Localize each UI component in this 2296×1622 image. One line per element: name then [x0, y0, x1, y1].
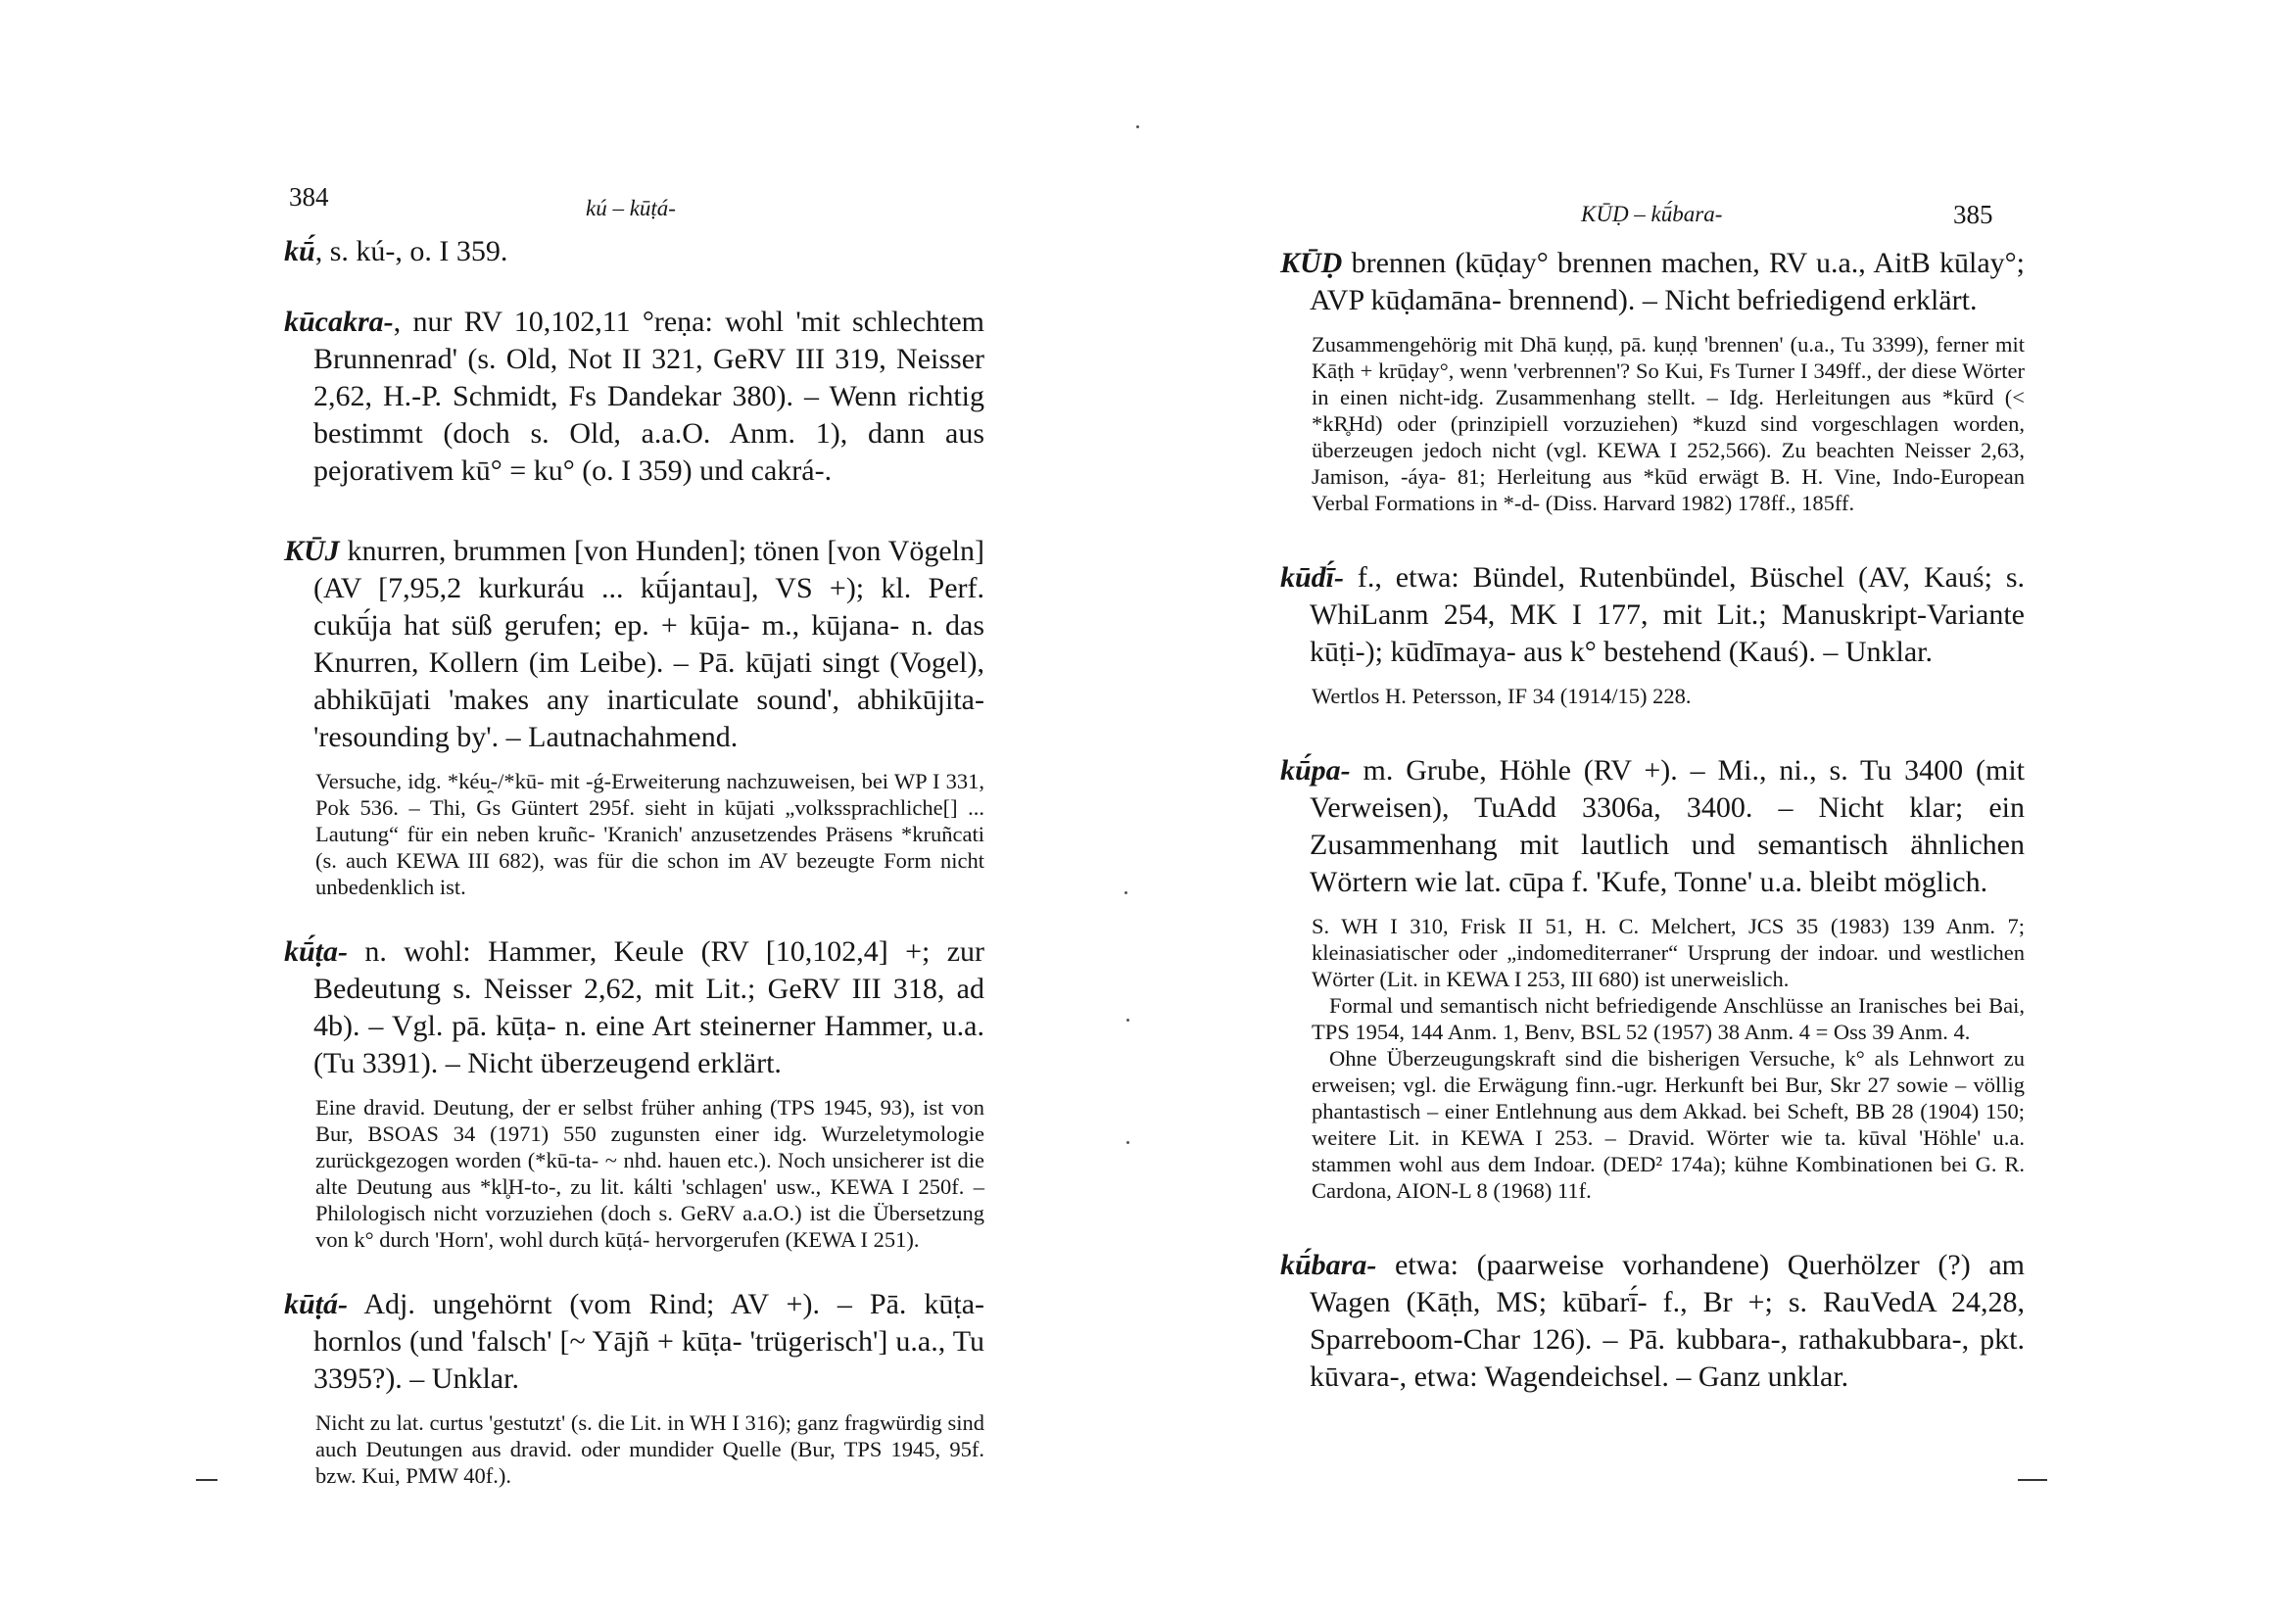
- left-column: [284, 233, 984, 1489]
- margin-mark: [196, 1479, 217, 1481]
- note: [1312, 331, 2025, 516]
- note-paragraph: S. WH I 310, Frisk II 51, H. C. Melchert, JCS 35 (1983) 139 Anm. 7; kleinasiatischer oder „indomediterraner“ Ursprung der indoar. und westlichen Wörter (Lit. in KEWA I 253, III 680) ist unerweislich.: [1312, 914, 2025, 991]
- entry-text: n. wohl: Hammer, Keule (RV [10,102,4] +; zur Bedeutung s. Neisser 2,62, mit Lit.; GeRV III 318, ad 4b). – Vgl. pā. kūṭa- n. eine Art steinerner Hammer, u.a. (Tu 3391). – Nicht überzeugend erklärt.: [313, 935, 984, 1079]
- running-head: KŪḌ – kū́bara-: [1581, 202, 1723, 226]
- entry-kudi: [1280, 559, 2025, 671]
- lemma: kū́ṭa-: [284, 935, 349, 968]
- running-head: kú – kūṭá-: [586, 196, 676, 220]
- note: [1312, 913, 2025, 1204]
- entry-kuta-adj: [284, 1286, 984, 1398]
- margin-mark: [2018, 1479, 2047, 1481]
- note: [315, 1409, 984, 1489]
- gutter-speck: [1126, 1019, 1129, 1022]
- note-paragraph: Formal und semantisch nicht befriedigende Anschlüsse an Iranisches bei Bai, TPS 1954, 144 Anm. 1, Benv, BSL 52 (1957) 38 Anm. 4 = Oss 39 Anm. 4.: [1312, 993, 2025, 1044]
- page-number: 385: [1953, 200, 1993, 229]
- entry-kucakra: [284, 304, 984, 490]
- lemma: kū́bara-: [1280, 1249, 1377, 1281]
- note-paragraph: Eine dravid. Deutung, der er selbst früher anhing (TPS 1945, 93), ist von Bur, BSOAS 34 (1971) 550 zugunsten einer idg. Wurzeletymologie zurückgezogen worden (*kū-ta- ~ nhd. hauen etc.). Noch unsicherer ist die alte Deutung aus *kl̥H-to-, zu lit. kálti 'schlagen' usw., KEWA I 250f. – Philologisch nicht vorzuziehen (doch s. GeRV a.a.O.) ist die Übersetzung von k° durch 'Horn', wohl durch kūṭá- hervorgerufen (KEWA I 251).: [315, 1095, 984, 1252]
- entry-text: Adj. ungehörnt (vom Rind; AV +). – Pā. kūṭa- hornlos (und 'falsch' [~ Yājñ + kūṭa- 'trügerisch'] u.a., Tu 3395?). – Unklar.: [313, 1288, 984, 1395]
- lemma: kūcakra-: [284, 306, 394, 338]
- entry-text: m. Grube, Höhle (RV +). – Mi., ni., s. Tu 3400 (mit Verweisen), TuAdd 3306a, 3400. – Nicht klar; ein Zusammenhang mit lautlich und semantisch ähnlichen Wörtern wie lat. cūpa f. 'Kufe, Tonne' u.a. bleibt möglich.: [1310, 754, 2025, 898]
- gutter-speck: [1124, 891, 1127, 894]
- entry-text: f., etwa: Bündel, Rutenbündel, Büschel (AV, Kauś; s. WhiLanm 254, MK I 177, mit Lit.; Manuskript-Variante kūṭi-); kūdīmaya- aus k° bestehend (Kauś). – Unklar.: [1310, 561, 2025, 668]
- page-number: 384: [289, 182, 329, 212]
- note-paragraph: Wertlos H. Petersson, IF 34 (1914/15) 228.: [1312, 684, 1692, 708]
- entry-kubara: [1280, 1247, 2025, 1396]
- lemma: KŪJ: [284, 535, 340, 567]
- note: [315, 768, 984, 900]
- right-column: [1280, 245, 2025, 1396]
- entry-text: brennen (kūḍay° brennen machen, RV u.a., AitB kūlay°; AVP kūḍamāna- brennend). – Nicht befriedigend erklärt.: [1310, 247, 2025, 316]
- entry-kuj: [284, 533, 984, 756]
- note-paragraph: Nicht zu lat. curtus 'gestutzt' (s. die Lit. in WH I 316); ganz fragwürdig sind auch Deutungen aus dravid. oder mundider Quelle (Bur, TPS 1945, 95f. bzw. Kui, PMW 40f.).: [315, 1410, 984, 1488]
- lemma: kū́pa-: [1280, 754, 1351, 787]
- entry-kuta-n: [284, 933, 984, 1082]
- lemma: kūṭá-: [284, 1288, 349, 1320]
- lemma: KŪḌ: [1280, 247, 1343, 279]
- note-paragraph: Versuche, idg. *kéu̯-/*kū- mit -ǵ-Erweiterung nachzuweisen, bei WP I 331, Pok 536. – Thi, Gs Güntert 295f. sieht in kūjati „volkssprachliche[] ... Lautung“ für ein neben kruñc- 'Kranich' anzusetzendes Präsens *kruñcati (s. auch KEWA III 682), was für die schon im AV bezeugte Form nicht unbedenklich ist.: [315, 769, 984, 899]
- entry-kupa: [1280, 752, 2025, 901]
- entry-kud: [1280, 245, 2025, 319]
- entry-text: , s. kú-, o. I 359.: [314, 235, 508, 267]
- entry-text: etwa: (paarweise vorhandene) Querhölzer (?) am Wagen (Kāṭh, MS; kūbarī́- f., Br +; s. RauVedA 24,28, Sparreboom-Char 126). – Pā. kubbara-, rathakubbara-, pkt. kūvara-, etwa: Wagendeichsel. – Ganz unklar.: [1310, 1249, 2025, 1393]
- note: [1312, 683, 2025, 709]
- lemma: kūdī́-: [1280, 561, 1345, 594]
- gutter-speck: [1126, 1141, 1129, 1144]
- entry-ku: [284, 233, 984, 270]
- lemma: kū́: [284, 235, 315, 267]
- note-paragraph: Ohne Überzeugungskraft sind die bisherigen Versuche, k° als Lehnwort zu erweisen; vgl. die Erwägung finn.-ugr. Herkunft bei Bur, Skr 27 sowie – völlig phantastisch – einer Entlehnung aus dem Akkad. bei Scheft, BB 28 (1904) 150; weitere Lit. in KEWA I 253. – Dravid. Wörter wie ta. kūval 'Höhle' u.a. stammen wohl aus dem Indoar. (DED² 174a); kühne Kombinationen bei G. R. Cardona, AION-L 8 (1968) 11f.: [1312, 1046, 2025, 1203]
- gutter-speck: [1136, 125, 1139, 128]
- right-page: [1148, 0, 2296, 1622]
- entry-text: knurren, brummen [von Hunden]; tönen [von Vögeln] (AV [7,95,2 kurkuráu ... kū́jantau], VS +); kl. Perf. cukū́ja hat süß gerufen; ep. + kūja- m., kūjana- n. das Knurren, Kollern (im Leibe). – Pā. kūjati singt (Vogel), abhikūjati 'makes any inarticulate sound', abhikūjita- 'resounding by'. – Lautnachahmend.: [313, 535, 984, 753]
- entry-text: , nur RV 10,102,11 °reṇa: wohl 'mit schlechtem Brunnenrad' (s. Old, Not II 321, GeRV III 319, Neisser 2,62, H.-P. Schmidt, Fs Dandekar 380). – Wenn richtig bestimmt (doch s. Old, a.a.O. Anm. 1), dann aus pejorativem kū° = ku° (o. I 359) und cakrá-.: [313, 306, 984, 487]
- note-paragraph: Zusammengehörig mit Dhā kuṇḍ, pā. kuṇḍ 'brennen' (u.a., Tu 3399), ferner mit Kāṭh + krūḍay°, wenn 'verbrennen'? So Kui, Fs Turner I 349ff., der diese Wörter in einen nicht-idg. Zusammenhang stellt. – Idg. Herleitungen aus *kūrd (< *kR̥Hd) oder (prinzipiell vorzuziehen) *kuzd sind vorgeschlagen worden, überzeugen jedoch nicht (vgl. KEWA I 252,566). Zu beachten Neisser 2,63, Jamison, -áya- 81; Herleitung aus *kūd erwägt B. H. Vine, Indo-European Verbal Formations in *-d- (Diss. Harvard 1982) 178ff., 185ff.: [1312, 332, 2025, 515]
- note: [315, 1094, 984, 1253]
